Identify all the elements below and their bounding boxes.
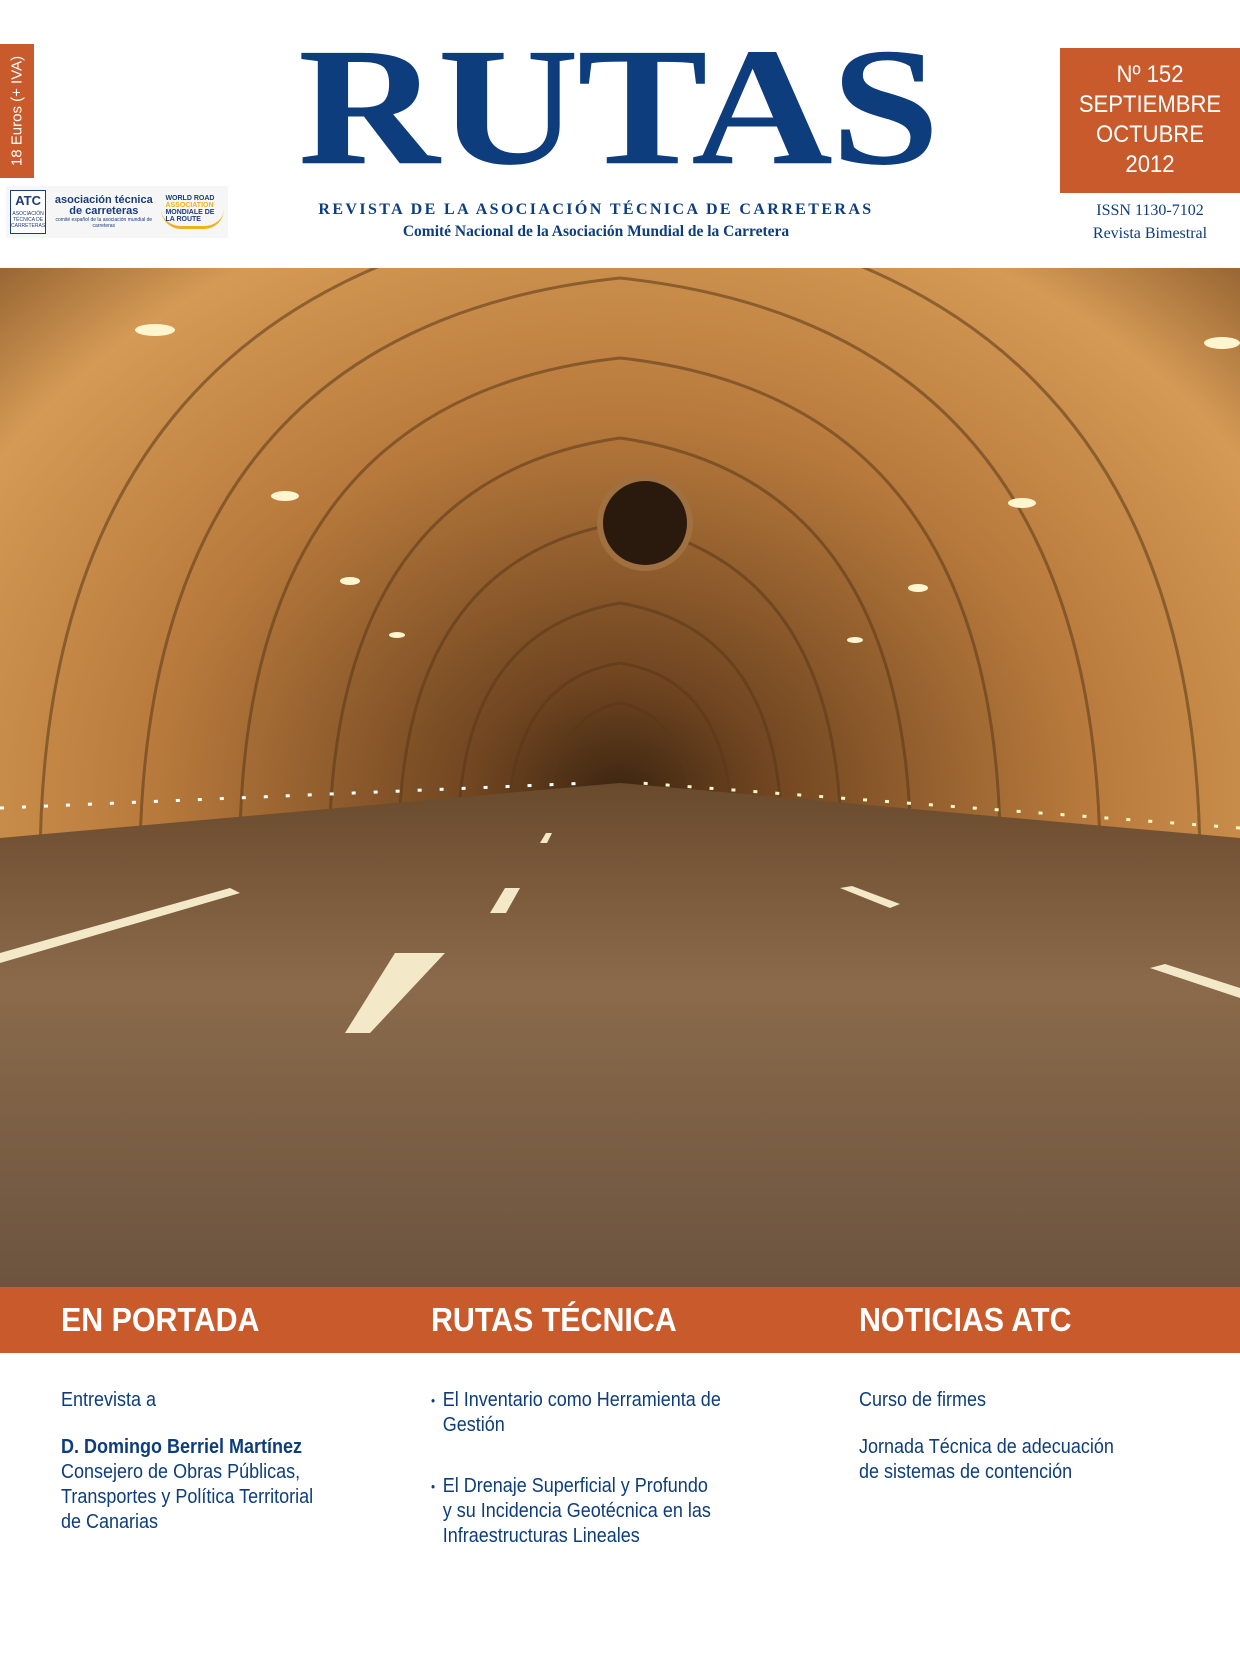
association-logos [6, 186, 228, 238]
frequency: Revista Bimestral [1092, 225, 1208, 242]
atc-logo: ATC ASOCIACIÓN TÉCNICA DE CARRETERAS [10, 190, 46, 234]
issn-block [1060, 199, 1240, 245]
issn: ISSN 1130-7102 [1096, 202, 1204, 219]
interview-intro: Entrevista a [61, 1389, 157, 1411]
interviewee-role: de Canarias [61, 1511, 159, 1533]
issue-box [1060, 48, 1240, 193]
article-item: • El Inventario como Herramienta de Gestión [431, 1388, 721, 1438]
noticias-atc-column [859, 1388, 1114, 1485]
section-band [0, 1287, 1240, 1353]
news-item: Curso de firmes [859, 1389, 987, 1411]
wra-logo: WORLD ROAD ASSOCIATION MONDIALE DE LA ROUTE [161, 195, 224, 229]
magazine-title: RUTAS [298, 13, 938, 201]
issue-month-1: SEPTIEMBRE [1078, 91, 1222, 118]
cover-photo-tunnel [0, 268, 1240, 1287]
magazine-subtitle-2: Comité Nacional de la Asociación Mundial de la Carretera [402, 223, 790, 240]
rutas-tecnica-column [431, 1388, 721, 1549]
section-heading-en-portada: EN PORTADA [61, 1301, 260, 1338]
interviewee-role: Transportes y Política Territorial [61, 1486, 314, 1508]
magazine-subtitle: REVISTA DE LA ASOCIACIÓN TÉCNICA DE CARRETERAS [318, 201, 874, 218]
article-item: • El Drenaje Superficial y Profundo y su Incidencia Geotécnica en las Infraestructuras Lineales [431, 1474, 721, 1549]
section-heading-rutas-tecnica: RUTAS TÉCNICA [431, 1301, 677, 1338]
issue-year: 2012 [1125, 151, 1175, 178]
price-tag [0, 44, 34, 178]
atc-name: asociación técnica de carreteras comité español de la asociación mundial de carreteras [54, 194, 153, 229]
price-text: 18 Euros (+ IVA) [8, 55, 26, 167]
issue-month-2: OCTUBRE [1096, 121, 1204, 148]
section-heading-noticias-atc: NOTICIAS ATC [859, 1301, 1072, 1338]
interviewee-role: Consejero de Obras Públicas, [61, 1461, 301, 1483]
interviewee-name: D. Domingo Berriel Martínez [61, 1436, 303, 1458]
en-portada-column [61, 1388, 313, 1535]
news-item: Jornada Técnica de adecuación de sistemas de contención [859, 1436, 1114, 1483]
issue-number: Nº 152 [1116, 61, 1184, 88]
